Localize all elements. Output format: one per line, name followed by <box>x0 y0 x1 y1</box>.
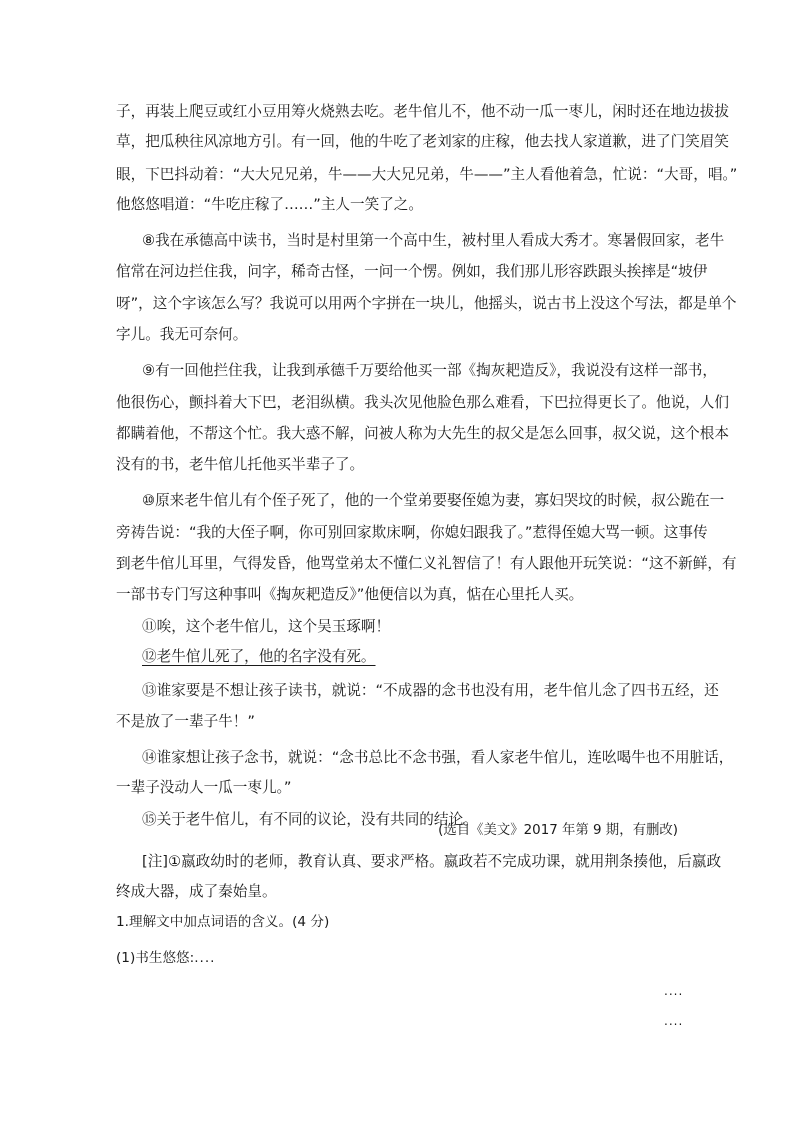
text-line: 倌常在河边拦住我，问字，稀奇古怪，一问一个愣。例如，我们那儿形容跌跟头挨摔是“坡伊 <box>116 263 708 280</box>
text-line: ⑨有一回他拦住我，让我到承德千万要给他买一部《掏灰耙造反》，我说没有这样一部书， <box>142 362 717 379</box>
text-line: ⑩原来老牛倌儿有个侄子死了，他的一个堂弟要娶侄媳为妻，寡妇哭坟的时候，叔公跪在一 <box>142 492 725 509</box>
text-line: 呀”，这个字该怎么写？我说可以用两个字拼在一块儿，他摇头，说古书上没这个写法，都是单个 <box>116 295 737 312</box>
text-line: 终成大器，成了秦始皇。 <box>116 883 277 900</box>
text-line: 子，再装上爬豆或红小豆用筹火烧熟去吃。老牛倌儿不，他不动一瓜一枣儿，闲时还在地边拔拔 <box>116 103 729 120</box>
text-line: 不是放了一辈子牛！” <box>116 713 255 730</box>
text-line: 一辈子没动人一瓜一枣儿。” <box>116 779 292 796</box>
text-line: [注]①嬴政幼时的老师，教育认真、要求严格。嬴政若不完成功课，就用荆条揍他，后嬴政 <box>142 853 722 870</box>
text-line: 字儿。我无可奈何。 <box>116 326 248 343</box>
text-line: ⑧我在承德高中读书，当时是村里第一个高中生，被村里人看成大秀才。寒暑假回家，老牛 <box>142 232 725 249</box>
text-line: 他悠悠唱道：“牛吃庄稼了……”主人一笑了之。 <box>116 196 423 213</box>
text-line: 草，把瓜秧往风凉地方引。有一回，他的牛吃了老刘家的庄稼，他去找人家道歉，进了门笑眉笑 <box>116 133 729 150</box>
text-line: ⑬谁家要是不想让孩子读书，就说：“不成器的念书也没有用，老牛倌儿念了四书五经，还 <box>142 682 719 699</box>
text-line: 他很伤心，颤抖着大下巴，老泪纵横。我头次见他脸色那么难看，下巴拉得更长了。他说，人们 <box>116 394 729 411</box>
question-1-item-1 <box>116 943 216 973</box>
text-line: 一部书专门写这种事叫《掏灰耙造反》”他便信以为真，惦在心里托人买。 <box>116 586 584 603</box>
text-line: ⑭谁家想让孩子念书，就说：“念书总比不念书强，看人家老牛倌儿，连吆喝牛也不用脏话， <box>142 749 734 766</box>
text-line: 旁祷告说：“我的大侄子啊，你可别回家欺床啊，你媳妇跟我了。”惹得侄媳大骂一顿。这事传 <box>116 524 708 541</box>
source-citation: (选自《美文》2017 年第 9 期，有删改) <box>438 823 678 838</box>
text-line: 没有的书，老牛倌儿托他买半辈子了。 <box>116 456 365 473</box>
text-line: ⑪唉，这个老牛倌儿，这个吴玉琢啊！ <box>142 618 391 635</box>
paragraph-11 <box>0 612 794 642</box>
text-line: 都瞒着他，不帮这个忙。我大惑不解，问被人称为大先生的叔父是怎么回事，叔父说，这个根本 <box>116 425 729 442</box>
paragraph-12 <box>0 642 794 672</box>
underlined-sentence: ⑫老牛倌儿死了，他的名字没有死。 <box>142 648 376 665</box>
text-line: 到老牛倌儿耳里，气得发昏，他骂堂弟太不懂仁义礼智信了！有人跟他开玩笑说：“这不新鲜，有 <box>116 555 737 572</box>
answer-blank-line[interactable]: .... <box>664 984 684 998</box>
answer-blank-line[interactable]: .... <box>664 1014 684 1028</box>
question-1: 1.理解文中加点词语的含义。(4 分) <box>116 914 330 930</box>
item-label: (1)书生悠悠: <box>116 950 195 966</box>
text-line: ⑮关于老牛倌儿，有不同的议论，没有共同的结论。 <box>142 811 478 828</box>
answer-blank[interactable]: .... <box>194 950 216 966</box>
text-line: 眼，下巴抖动着：“大大兄兄弟，牛——大大兄兄弟，牛——”主人看他着急，忙说：“大哥，唱。” <box>116 166 738 183</box>
